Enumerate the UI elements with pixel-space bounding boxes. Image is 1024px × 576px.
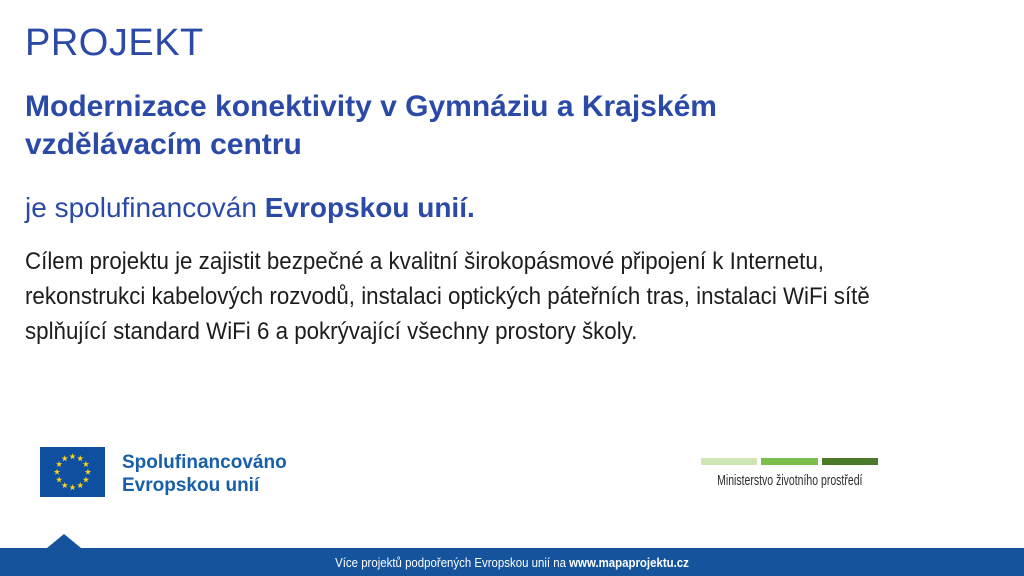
eu-caption-line-1: Spolufinancováno	[122, 452, 287, 473]
project-title-line-2: vzdělávacím centru	[25, 128, 302, 161]
footer-note-prefix: Více projektů podpořených Evropskou unií na	[335, 554, 570, 570]
cofinancing-subtitle	[25, 192, 475, 224]
ministry-logo-bars	[701, 458, 878, 465]
kicker-label: PROJEKT	[25, 22, 204, 64]
ministry-caption-text: Ministerstvo životního prostředí	[716, 472, 863, 489]
subtitle-prefix: je spolufinancován	[25, 192, 265, 223]
ministry-logo	[701, 458, 878, 489]
project-description	[25, 244, 870, 349]
project-title-line-1: Modernizace konektivity v Gymnáziu a Krajském	[25, 90, 717, 123]
eu-cofunded-caption	[122, 447, 287, 497]
footer-note-url: www.mapaprojektu.cz	[569, 554, 689, 570]
eu-flag-icon	[40, 447, 105, 497]
footer-bar	[0, 548, 1024, 576]
footer-arrow-decoration	[47, 534, 81, 548]
project-title	[25, 88, 717, 164]
project-description-line-1: Cílem projektu je zajistit bezpečné a kvalitní širokopásmové připojení k Internetu,	[25, 248, 824, 275]
ministry-bar-mid-green	[761, 458, 817, 465]
eu-cofunded-logo	[40, 447, 287, 497]
ministry-bar-dark-green	[822, 458, 878, 465]
ministry-bar-light-green	[701, 458, 757, 465]
footer-note	[335, 555, 689, 570]
eu-caption-line-2: Evropskou unií	[122, 475, 260, 496]
ministry-caption	[701, 472, 878, 489]
subtitle-emphasis: Evropskou unií.	[264, 192, 475, 223]
project-description-line-3: splňující standard WiFi 6 a pokrývající všechny prostory školy.	[25, 318, 638, 345]
project-description-line-2: rekonstrukci kabelových rozvodů, instalaci optických páteřních tras, instalaci WiFi sítě	[25, 283, 870, 310]
